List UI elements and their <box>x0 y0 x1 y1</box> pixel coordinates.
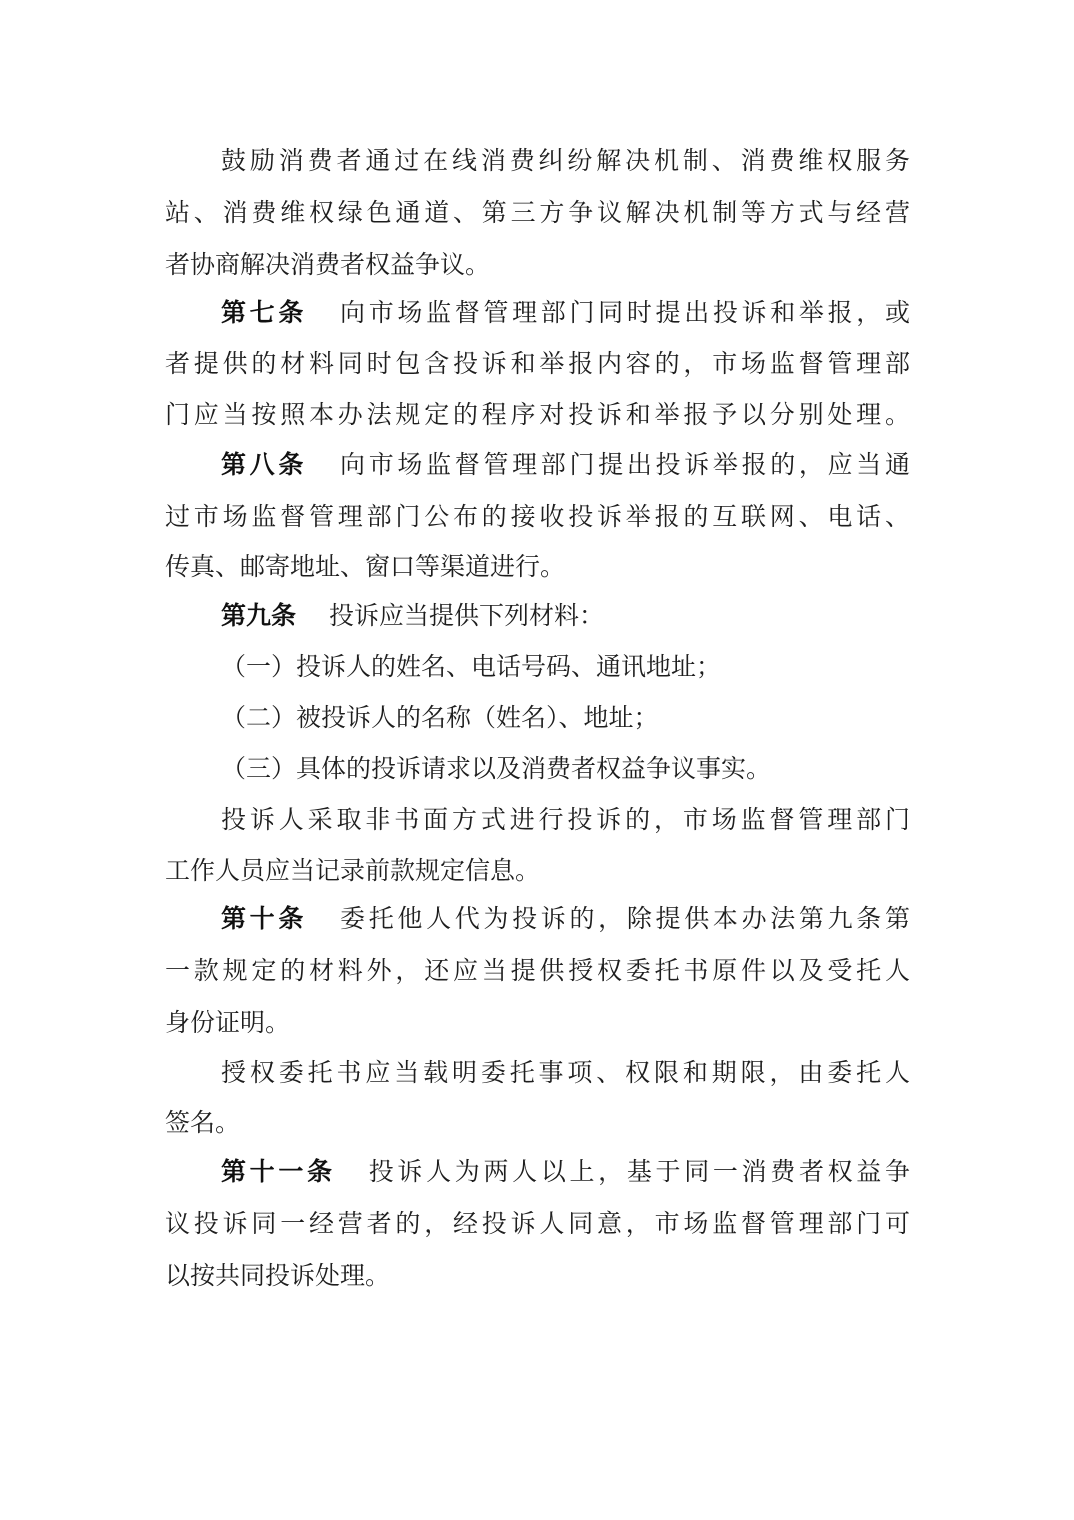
paragraph-line <box>165 1198 910 1250</box>
article-8-line <box>221 439 910 491</box>
line-text: 者提供的材料同时包含投诉和举报内容的，市场监督管理部 <box>165 349 910 378</box>
article-heading: 第九条 <box>221 601 297 630</box>
paragraph-line <box>165 389 910 441</box>
line-text: 投诉人采取非书面方式进行投诉的，市场监督管理部门 <box>221 805 910 834</box>
paragraph-line <box>165 338 910 390</box>
line-text: 工作人员应当记录前款规定信息。 <box>165 856 541 885</box>
list-item <box>221 692 910 744</box>
paragraph-line <box>221 1047 910 1099</box>
line-text: 鼓励消费者通过在线消费纠纷解决机制、消费维权服务 <box>221 146 910 175</box>
article-heading: 第十一条 <box>221 1157 336 1186</box>
paragraph-line <box>165 997 910 1049</box>
list-item <box>221 641 910 693</box>
article-10-line <box>221 893 910 945</box>
paragraph-line <box>165 239 910 291</box>
article-heading: 第八条 <box>221 450 308 479</box>
article-11-line <box>221 1146 910 1198</box>
paragraph-line <box>165 187 910 239</box>
paragraph-line <box>165 945 910 997</box>
paragraph-line <box>165 845 910 897</box>
line-text: 以按共同投诉处理。 <box>165 1261 391 1290</box>
line-text: （二）被投诉人的名称（姓名）、地址； <box>221 703 659 732</box>
line-text: 一款规定的材料外，还应当提供授权委托书原件以及受托人 <box>165 956 910 985</box>
paragraph-line <box>221 794 910 846</box>
paragraph-line <box>165 1250 910 1302</box>
line-text: 签名。 <box>165 1108 241 1137</box>
article-heading: 第十条 <box>221 904 308 933</box>
paragraph-line <box>165 491 910 543</box>
line-text: 向市场监督管理部门提出投诉举报的，应当通 <box>340 450 910 479</box>
line-text: 投诉应当提供下列材料： <box>329 601 605 630</box>
line-text: 议投诉同一经营者的，经投诉人同意，市场监督管理部门可 <box>165 1209 910 1238</box>
line-text: 投诉人为两人以上，基于同一消费者权益争 <box>368 1157 910 1186</box>
line-text: 站、消费维权绿色通道、第三方争议解决机制等方式与经营 <box>165 198 910 227</box>
article-heading: 第七条 <box>221 298 308 327</box>
line-text: 委托他人代为投诉的，除提供本办法第九条第 <box>340 904 910 933</box>
line-text: 向市场监督管理部门同时提出投诉和举报，或 <box>340 298 910 327</box>
paragraph-line <box>221 135 910 187</box>
list-item <box>221 743 910 795</box>
line-text: 传真、邮寄地址、窗口等渠道进行。 <box>165 552 566 581</box>
article-9-line <box>221 590 910 642</box>
line-text: 者协商解决消费者权益争议。 <box>165 250 491 279</box>
line-text: （一）投诉人的姓名、电话号码、通讯地址； <box>221 652 722 681</box>
line-text: （三）具体的投诉请求以及消费者权益争议事实。 <box>221 754 772 783</box>
paragraph-line <box>165 1097 910 1149</box>
line-text: 过市场监督管理部门公布的接收投诉举报的互联网、电话、 <box>165 502 910 531</box>
article-7-line <box>221 287 910 339</box>
paragraph-line <box>165 541 910 593</box>
line-text: 身份证明。 <box>165 1008 291 1037</box>
line-text: 门应当按照本办法规定的程序对投诉和举报予以分别处理。 <box>165 400 910 429</box>
line-text: 授权委托书应当载明委托事项、权限和期限，由委托人 <box>221 1058 910 1087</box>
